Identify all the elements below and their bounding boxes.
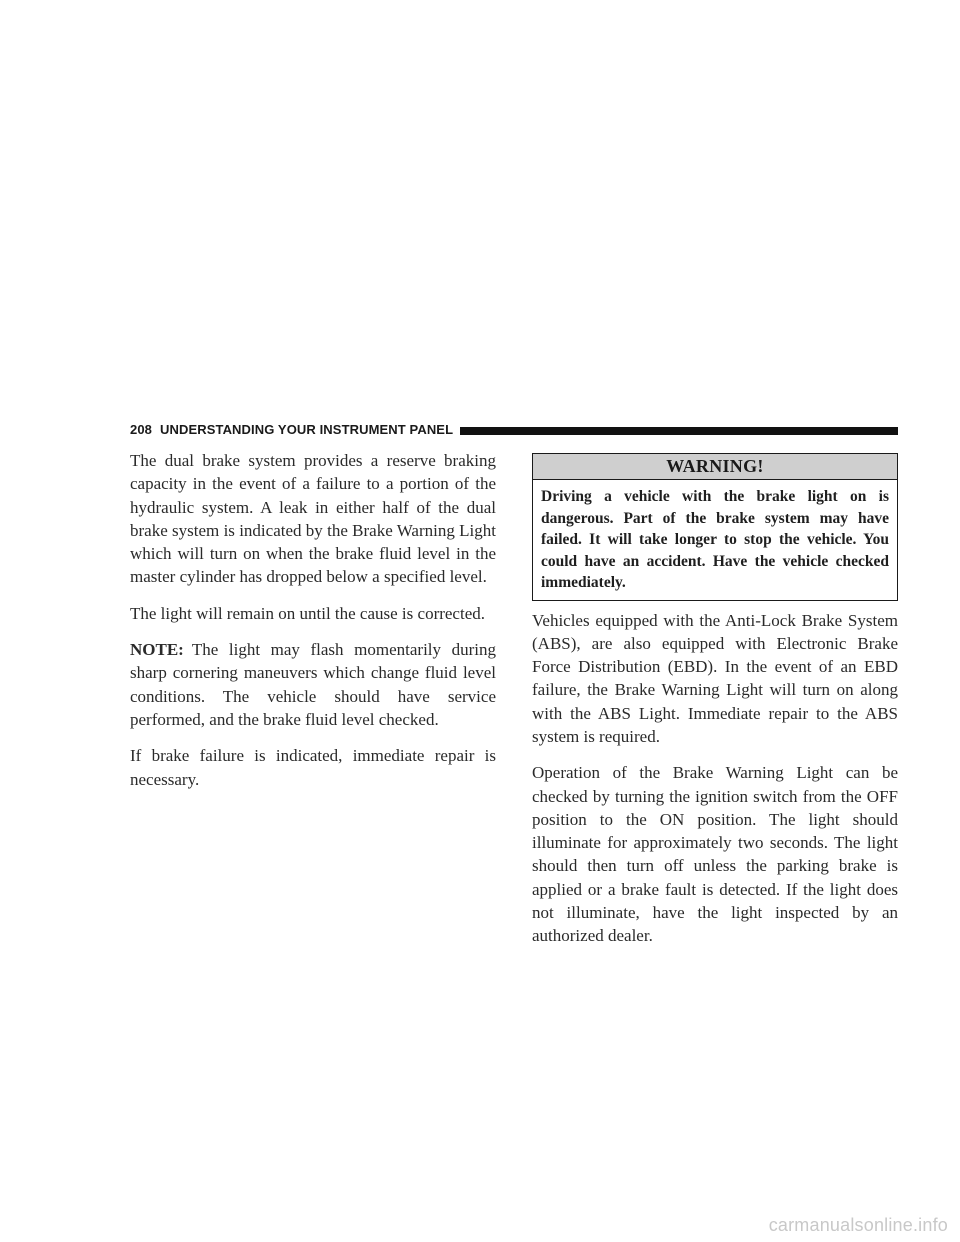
paragraph-abs-ebd: Vehicles equipped with the Anti-Lock Brake System (ABS), are also equipped with Electronic Brake Force Distribution (EBD). In the event of an EBD failure, the Brake Warning Light will turn on along with the ABS Light. Immediate repair to the ABS system is required. [532, 610, 898, 746]
note-label: NOTE: [130, 640, 184, 660]
warning-text: Driving a vehicle with the brake light on is dangerous. Part of the brake system may have failed. It will take longer to stop the vehicle. You could have an accident. Have the vehicle checked immediately. [541, 488, 889, 591]
warning-box [532, 453, 898, 601]
paragraph-operation-check: Operation of the Brake Warning Light can be checked by turning the ignition switch from the OFF position to the ON position. The light should illuminate for approximately two seconds. The light should then turn off unless the parking brake is applied or a brake fault is detected. If the light does not illuminate, have the light inspected by an authorized dealer. [532, 763, 898, 946]
right-column [532, 453, 898, 961]
page-header [130, 422, 898, 438]
paragraph-light-remains: The light will remain on until the cause is corrected. [130, 603, 485, 623]
page-number: 208 [130, 422, 152, 437]
watermark: carmanualsonline.info [768, 1215, 948, 1235]
paragraph-dual-brake: The dual brake system provides a reserve braking capacity in the event of a failure to a portion of the hydraulic system. A leak in either half of the dual brake system is indicated by the Brake Warning Light which will turn on when the brake fluid level in the master cylinder has dropped below a specified level. [130, 451, 496, 587]
note-paragraph [130, 638, 496, 731]
header-rule [460, 427, 898, 435]
warning-title: WARNING! [533, 454, 897, 480]
paragraph-brake-failure: If brake failure is indicated, immediate repair is necessary. [130, 746, 496, 789]
note-text: The light may flash momentarily during sharp cornering maneuvers which change fluid level conditions. The vehicle should have service performed, and the brake fluid level checked. [130, 640, 496, 729]
section-title: UNDERSTANDING YOUR INSTRUMENT PANEL [160, 422, 454, 437]
left-column [130, 449, 496, 804]
